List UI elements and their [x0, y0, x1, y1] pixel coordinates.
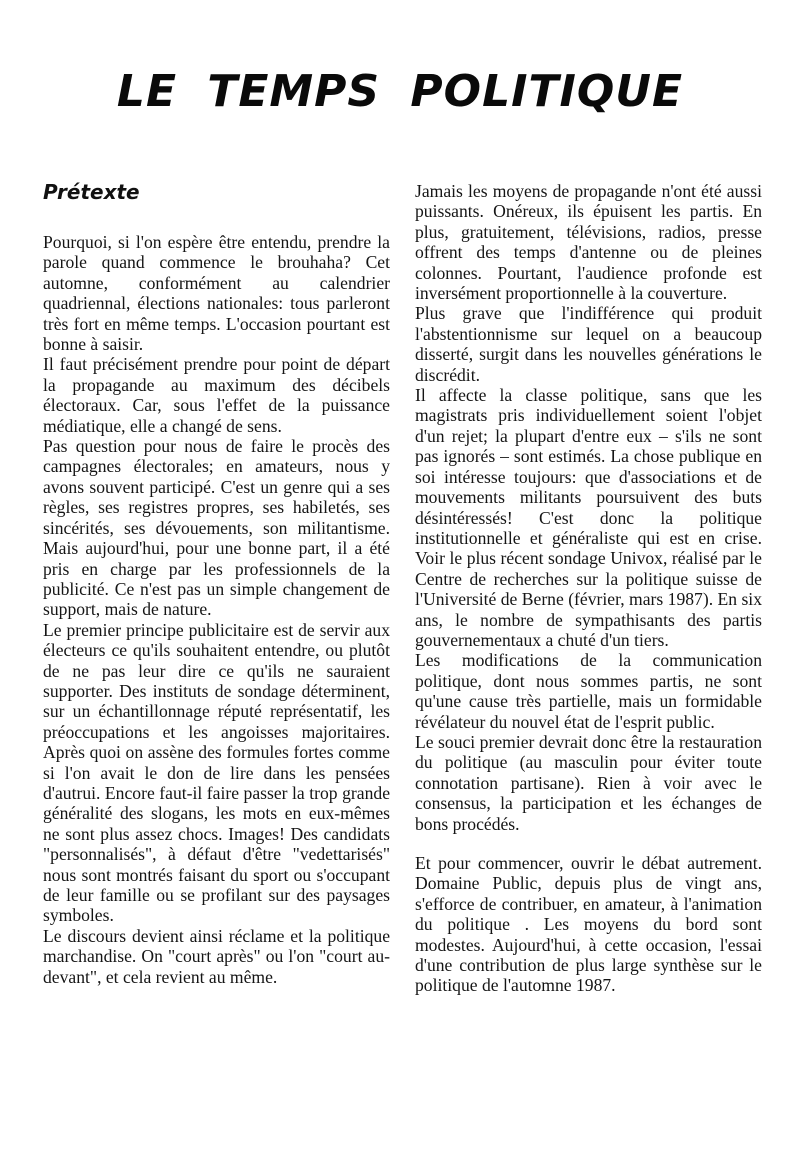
paragraph: Le premier principe publicitaire est de servir aux électeurs ce qu'ils souhaitent entendre, ou plutôt de ne pas leur dire ce qu'ils ne sauraient supporter. Des instituts de sondage déterminent, sur un échantillonnage réputé représentatif, les préoccupations et les angoisses majoritaires. Après quoi on assène des formules fortes comme si l'on avait le don de lire dans les pensées d'autrui. Encore faut-il faire passer la trop grande généralité des slogans, les mots en eux-mêmes ne sont plus assez chocs. Images! Des candidats "personnalisés", à défaut d'être "vedettarisés" nous sont montrés faisant du sport ou s'occupant de leur famille ou se profilant sur des paysages symboles. [43, 619, 390, 926]
paragraph: Il faut précisément prendre pour point de départ la propagande au maximum des décibels électoraux. Car, sous l'effet de la puissance médiatique, elle a changé de sens. [43, 354, 390, 436]
paragraph: Il affecte la classe politique, sans que les magistrats pris individuellement soient l'objet d'un rejet; la plupart d'entre eux – s'ils ne sont pas ignorés – sont estimés. La chose publique en soi intéresse toujours: que d'associations et de mouvements militants poursuivent des buts désintéressés! C'est donc la politique institutionnelle et généraliste qui est en crise. Voir le plus récent sondage Univox, réalisé par le Centre de recherches sur la politique suisse de l'Université de Berne (février, mars 1987). En six ans, le nombre de sympathisants des partis gouvernementaux a chuté d'un tiers. [415, 385, 762, 650]
paragraph: Le discours devient ainsi réclame et la politique marchandise. On "court après" ou l'on "court au-devant", et cela revient au même. [43, 925, 390, 987]
page-title: LE TEMPS POLITIQUE [116, 66, 684, 117]
paragraph: Pas question pour nous de faire le procès des campagnes électorales; en amateurs, nous y avons souvent participé. C'est un genre qui a ses règles, ses registres propres, ses habiletés, ses sincérités, ses dévouements, son militantisme. Mais aujourd'hui, pour une bonne part, il a été pris en charge par les professionnels de la publicité. Ce n'est pas un simple changement de support, mais de nature. [43, 436, 390, 620]
paragraph: Pourquoi, si l'on espère être entendu, prendre la parole quand commence le brouhaha? Cet automne, conformément au calendrier quadriennal, élections nationales: tous parleront très fort en même temps. L'occasion pourtant est bonne à saisir. [43, 232, 390, 355]
paragraph: Plus grave que l'indifférence qui produit l'abstentionnisme sur lequel on a beaucoup disserté, surgit dans les nouvelles générations le discrédit. [415, 303, 762, 385]
left-column [43, 180, 390, 987]
paragraph: Et pour commencer, ouvrir le débat autrement. Domaine Public, depuis plus de vingt ans, s'efforce de contribuer, en amateur, à l'animation du politique . Les moyens du bord sont modestes. Aujourd'hui, à cette occasion, l'essai d'une contribution de plus large synthèse sur le politique de l'automne 1987. [415, 853, 762, 996]
right-column [415, 181, 762, 996]
paragraph: Le souci premier devrait donc être la restauration du politique (au masculin pour éviter toute connotation partisane). Rien à voir avec le consensus, la participation et les échanges de bons procédés. [415, 731, 762, 834]
paragraph: Les modifications de la communication politique, dont nous sommes partis, ne sont qu'une cause très partielle, mais un formidable révélateur du nouvel état de l'esprit public. [415, 650, 762, 732]
section-subtitle: Prétexte [43, 180, 140, 204]
paragraph: Jamais les moyens de propagande n'ont été aussi puissants. Onéreux, ils épuisent les partis. En plus, gratuitement, télévisions, radios, presse offrent des temps d'antenne ou de pleines colonnes. Pourtant, l'audience profonde est inversément proportionnelle à la couverture. [415, 181, 762, 304]
